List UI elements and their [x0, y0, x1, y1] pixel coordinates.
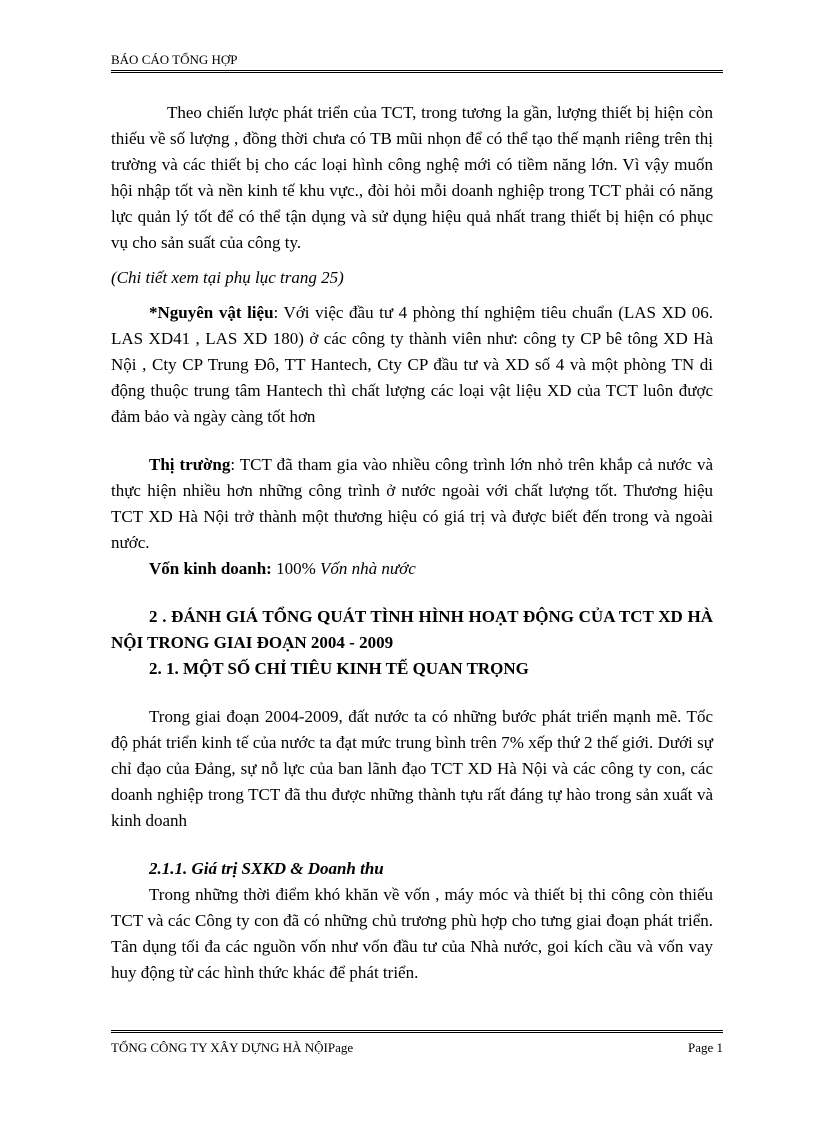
capital-label: Vốn kinh doanh:	[149, 559, 272, 578]
subsection-heading-2-1-1: 2.1.1. Giá trị SXKD & Doanh thu	[149, 859, 384, 878]
capital-source: Vốn nhà nước	[320, 559, 416, 578]
paragraph-market	[111, 452, 713, 556]
footer-company: TỔNG CÔNG TY XÂY DỰNG HÀ NỘIPage	[111, 1040, 354, 1055]
section-heading-2: 2 . ĐÁNH GIÁ TỔNG QUÁT TÌNH HÌNH HOẠT ĐỘNG CỦA TCT XD HÀ NỘI TRONG GIAI ĐOẠN 2004 - 2009	[111, 607, 713, 652]
section-heading-2-1: 2. 1. MỘT SỐ CHỈ TIÊU KINH TẾ QUAN TRỌNG	[149, 659, 529, 678]
page-header	[111, 52, 723, 68]
paragraph-materials	[111, 300, 713, 430]
header-rule	[111, 70, 723, 73]
document-body	[111, 100, 713, 986]
paragraph-capital	[111, 556, 713, 582]
appendix-note: (Chi tiết xem tại phụ lục trang 25)	[111, 268, 344, 287]
capital-value: 100%	[271, 559, 321, 578]
page-number: Page 1	[687, 1040, 723, 1055]
materials-text: : Với việc đầu tư 4 phòng thí nghiệm tiêu chuẩn (LAS XD 06. LAS XD41 , LAS XD 180) ở các công ty thành viên như: công ty CP bê tông XD Hà Nội , Cty CP Trung Đô, TT Hantech, Cty CP đầu tư và XD số 4 và một phòng TN di động thuộc trung tâm Hantech thì chất lượng các loại vật liệu XD của TCT luôn được đảm bảo và ngày càng tốt hơn	[111, 303, 713, 426]
footer-rule	[111, 1030, 723, 1033]
market-label: Thị trường	[149, 455, 231, 474]
paragraph-overview: Trong giai đoạn 2004-2009, đất nước ta có những bước phát triển mạnh mẽ. Tốc độ phát triển kinh tế của nước ta đạt mức trung bình trên 7% xếp thứ 2 thế giới. Dưới sự chỉ đạo của Đảng, sự nỗ lực của ban lãnh đạo TCT XD Hà Nội và các công ty con, các doanh nghiệp trong TCT đã thu được những thành tựu rất đáng tự hào trong sản xuất và kinh doanh	[111, 707, 713, 830]
paragraph-equipment: Theo chiến lược phát triển của TCT, trong tương la gần, lượng thiết bị hiện còn thiếu về số lượng , đồng thời chưa có TB mũi nhọn để có thể tạo thế mạnh riêng trên thị trường và các thiết bị cho các loại hình công nghệ mới có tiềm năng lớn. Vì vậy muốn hội nhập tốt và nền kinh tế khu vực., đòi hỏi mỗi doanh nghiệp trong TCT phải có năng lực quản lý tốt để có thể tận dụng và sử dụng hiệu quả nhất trang thiết bị hiện có phục vụ cho sản suất của công ty.	[111, 103, 713, 252]
market-text: : TCT đã tham gia vào nhiều công trình lớn nhỏ trên khắp cả nước và thực hiện nhiều hơn những công trình ở nước ngoài với chất lượng tốt. Thương hiệu TCT XD Hà Nội trở thành một thương hiệu có giá trị và được biết đến trong và ngoài nước.	[111, 455, 714, 552]
header-title: BÁO CÁO TỔNG HỢP	[111, 52, 238, 67]
materials-label: *Nguyên vật liệu	[149, 303, 274, 322]
paragraph-revenue: Trong những thời điểm khó khăn về vốn , máy móc và thiết bị thi công còn thiếu TCT và các Công ty con đã có những chủ trương phù hợp cho tưng giai đoạn phát triển. Tân dụng tối đa các nguồn vốn như vốn đầu tư của Nhà nước, goi kích cầu và vốn vay huy động từ các hình thức khác để phát triển.	[111, 885, 713, 982]
